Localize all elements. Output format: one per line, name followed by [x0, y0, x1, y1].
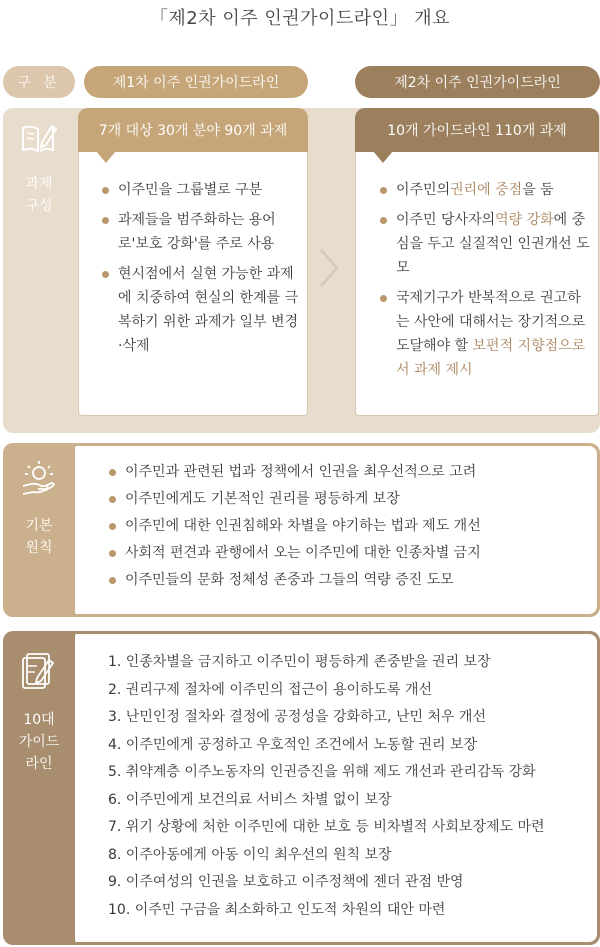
- list-item: 이주민에 대한 인권침해와 차별을 야기하는 법과 제도 개선: [107, 514, 587, 538]
- second-banner-notch: [373, 151, 393, 163]
- list-item: 7. 위기 상황에 처한 이주민에 대한 보호 등 비차별적 사회보장제도 마련: [108, 819, 545, 835]
- list-item: 9. 이주여성의 인권을 보호하고 이주정책에 젠더 관점 반영: [108, 874, 464, 890]
- list-item: 국제기구가 반복적으로 권고하는 사안에 대해서는 장기적으로 도달해야 할 보편적 지향점으로서 과제 제시: [378, 286, 592, 382]
- list-item: 8. 이주아동에게 아동 이익 최우선의 원칙 보장: [108, 846, 392, 863]
- guidelines-list: [108, 650, 593, 925]
- list-item: 5. 취약계층 이주노동자의 인권증진을 위해 제도 개선과 관리감독 강화: [108, 764, 536, 780]
- list-item: 이주민 당사자의역량 강화에 중심을 두고 실질적인 인권개선 도모: [378, 208, 592, 280]
- list-item: 2. 권리구제 절차에 이주민의 접근이 용이하도록 개선: [108, 681, 433, 698]
- document-pen-icon: [19, 648, 59, 699]
- list-item: 과제들을 범주화하는 용어로'보호 강화'를 주로 사용: [100, 208, 300, 256]
- second-guideline-header: 제2차 이주 인권가이드라인: [355, 66, 600, 98]
- principles-label-line1: 기본: [25, 518, 53, 534]
- composition-label: [3, 122, 75, 217]
- list-item: 사회적 편견과 관행에서 오는 이주민에 대한 인종차별 금지: [107, 541, 587, 565]
- list-item: 3. 난민인정 절차와 결정에 공정성을 강화하고, 난민 처우 개선: [108, 709, 486, 725]
- list-item: 6. 이주민에게 보건의료 서비스 차별 없이 보장: [108, 791, 392, 808]
- list-item: 4. 이주민에게 공정하고 우호적인 조건에서 노동할 권리 보장: [108, 736, 478, 753]
- lightbulb-hand-icon: [19, 458, 59, 505]
- list-item: 10. 이주민 구금을 최소화하고 인도적 차원의 대안 마련: [108, 901, 446, 918]
- chevron-right-icon: [318, 248, 340, 288]
- principles-label: [3, 458, 75, 559]
- guidelines-label-line1: 10대: [23, 712, 55, 728]
- second-guideline-banner: 10개 가이드라인 110개 과제: [355, 108, 599, 152]
- category-header: 구 분: [3, 66, 75, 98]
- guidelines-label-line3: 라인: [25, 756, 53, 772]
- second-guideline-list: [378, 178, 592, 388]
- list-item: 이주민을 그룹별로 구분: [100, 178, 300, 202]
- book-pen-icon: [19, 122, 59, 163]
- principles-label-line2: 원칙: [25, 540, 53, 556]
- guidelines-label-line2: 가이드: [18, 734, 60, 750]
- list-item: 이주민들의 문화 정체성 존중과 그들의 역량 증진 도모: [107, 568, 587, 592]
- list-item: 이주민과 관련된 법과 정책에서 인권을 최우선적으로 고려: [107, 460, 587, 484]
- composition-label-line2: 구성: [25, 198, 53, 214]
- composition-label-line1: 과제: [25, 176, 53, 192]
- first-banner-notch: [96, 151, 116, 163]
- list-item: 현시점에서 실현 가능한 과제에 치중하여 현실의 한계를 극복하기 위한 과제가 일부 변경·삭제: [100, 262, 300, 358]
- principles-list: [107, 460, 587, 595]
- first-guideline-list: [100, 178, 300, 364]
- list-item: 이주민의권리에 중점을 둠: [378, 178, 592, 202]
- first-guideline-banner: 7개 대상 30개 분야 90개 과제: [78, 108, 308, 152]
- page-title: 「제2차 이주 인권가이드라인」 개요: [149, 8, 451, 29]
- list-item: 1. 인종차별을 금지하고 이주민이 평등하게 존중받을 권리 보장: [108, 654, 491, 670]
- list-item: 이주민에게도 기본적인 권리를 평등하게 보장: [107, 487, 587, 511]
- guidelines-label: [3, 648, 75, 775]
- first-guideline-header: 제1차 이주 인권가이드라인: [84, 66, 308, 98]
